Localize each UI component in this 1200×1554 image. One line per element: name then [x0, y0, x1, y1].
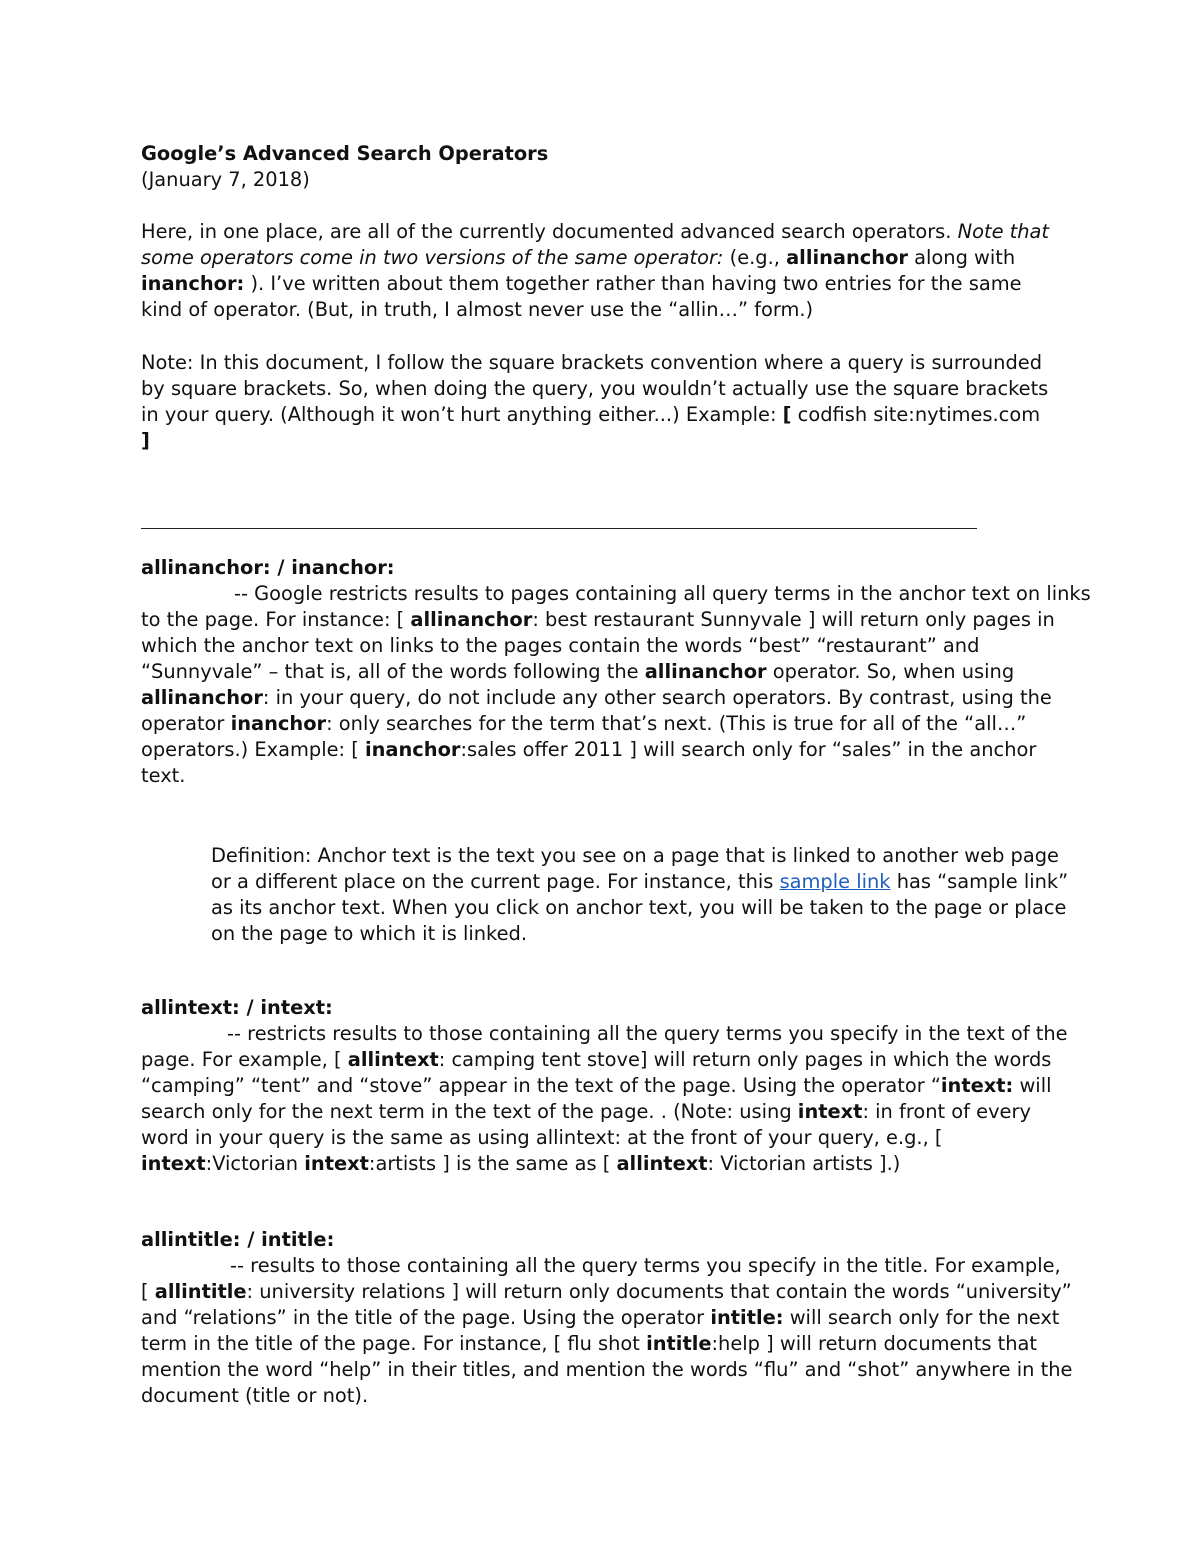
operator-term: intext: [797, 1100, 863, 1123]
bracket: [: [782, 403, 792, 426]
section-text: page. For example, [: [141, 1048, 348, 1071]
intro-paragraph: [141, 219, 1056, 323]
operator-term: allinanchor: [786, 246, 908, 269]
section-text: : Victorian artists ].): [707, 1152, 901, 1175]
definition-paragraph: [211, 843, 1069, 947]
operator-term: intext: [141, 1152, 206, 1175]
section-text: :sales offer 2011 ] will search only for “sales” in the anchor: [460, 738, 1037, 761]
section-text: :Victorian: [205, 1152, 305, 1175]
section-text: :artists ] is the same as [: [368, 1152, 617, 1175]
definition-text: on the page to which it is linked.: [211, 922, 527, 945]
operator-term: allinanchor: [644, 660, 767, 683]
section-text: document (title or not).: [141, 1384, 369, 1407]
section-text: :help ] will return documents that: [711, 1332, 1037, 1355]
intro-text: ). I’ve written about them together rather than having two entries for the same: [244, 272, 1022, 295]
operator-term: allintext: [616, 1152, 708, 1175]
section-text: term in the title of the page. For instance, [ flu shot: [141, 1332, 647, 1355]
page-title: Google’s Advanced Search Operators: [141, 142, 549, 165]
section-intext: [141, 995, 1068, 1177]
section-text: mention the word “help” in their titles, and mention the words “flu” and “shot” anywhere in the: [141, 1358, 1073, 1381]
section-text: will: [1013, 1074, 1052, 1097]
intro-text: along with: [908, 246, 1016, 269]
bracket: ]: [141, 429, 150, 452]
operator-term: allintitle: [154, 1280, 247, 1303]
note-paragraph: [141, 350, 1056, 454]
section-text: -- restricts results to those containing all the query terms you specify in the text of the: [227, 1022, 1068, 1045]
intro-text: Here, in one place, are all of the currently documented advanced search operators.: [141, 220, 958, 243]
document-header: [141, 141, 1056, 193]
section-text: “camping” “tent” and “stove” appear in the text of the page. Using the operator “: [141, 1074, 941, 1097]
definition-text: Definition: Anchor text is the text you see on a page that is linked to another web page: [211, 844, 1059, 867]
intro-italic: some operators come in two versions of the same operator:: [141, 246, 724, 269]
operator-term: intext: [304, 1152, 369, 1175]
note-text: Note: In this document, I follow the square brackets convention where a query is surrounded: [141, 351, 1043, 374]
section-heading: allintext: / intext:: [141, 996, 333, 1019]
section-text: -- results to those containing all the query terms you specify in the title. For example,: [230, 1254, 1061, 1277]
section-text: word in your query is the same as using allintext: at the front of your query, e.g., [: [141, 1126, 943, 1149]
section-intitle: [141, 1227, 1073, 1409]
operator-term: inanchor:: [141, 272, 245, 295]
definition-text: as its anchor text. When you click on anchor text, you will be taken to the page or place: [211, 896, 1067, 919]
section-text: : only searches for the term that’s next. (This is true for all of the “all…”: [326, 712, 1027, 735]
section-text: to the page. For instance: [: [141, 608, 411, 631]
section-text: : best restaurant Sunnyvale ] will return only pages in: [532, 608, 1055, 631]
operator-term: intitle:: [710, 1306, 784, 1329]
definition-text: has “sample link”: [890, 870, 1069, 893]
section-text: -- Google restricts results to pages containing all query terms in the anchor text on links: [234, 582, 1091, 605]
section-text: operators.) Example: [: [141, 738, 365, 761]
note-text: by square brackets. So, when doing the query, you wouldn’t actually use the square brackets: [141, 377, 1049, 400]
sample-link[interactable]: sample link: [779, 870, 891, 893]
note-example: codfish site:nytimes.com: [791, 403, 1041, 426]
intro-text: kind of operator. (But, in truth, I almost never use the “allin…” form.): [141, 298, 814, 321]
operator-term: allinanchor: [410, 608, 533, 631]
section-text: text.: [141, 764, 186, 787]
intro-italic: Note that: [957, 220, 1050, 243]
section-text: : camping tent stove] will return only pages in which the words: [438, 1048, 1052, 1071]
operator-term: inanchor: [364, 738, 461, 761]
section-text: operator: [141, 712, 231, 735]
section-text: [: [141, 1280, 155, 1303]
section-heading: allinanchor: / inanchor:: [141, 556, 395, 579]
document-date: (January 7, 2018): [141, 168, 310, 191]
definition-text: or a different place on the current page. For instance, this: [211, 870, 780, 893]
operator-term: allintext: [347, 1048, 439, 1071]
operator-term: intitle: [646, 1332, 712, 1355]
section-heading: allintitle: / intitle:: [141, 1228, 335, 1251]
section-text: “Sunnyvale” – that is, all of the words following the: [141, 660, 645, 683]
section-text: : in your query, do not include any other search operators. By contrast, using the: [262, 686, 1052, 709]
section-text: : university relations ] will return only documents that contain the words “university”: [246, 1280, 1072, 1303]
section-text: search only for the next term in the text of the page. . (Note: using: [141, 1100, 798, 1123]
section-divider: [141, 528, 977, 529]
section-text: : in front of every: [862, 1100, 1031, 1123]
intro-text: (e.g.,: [723, 246, 787, 269]
section-text: operator. So, when using: [766, 660, 1015, 683]
section-text: will search only for the next: [783, 1306, 1060, 1329]
note-text: in your query. (Although it won’t hurt anything either...) Example:: [141, 403, 783, 426]
section-inanchor: [141, 555, 1091, 789]
section-text: and “relations” in the title of the page. Using the operator: [141, 1306, 711, 1329]
operator-term: allinanchor: [141, 686, 263, 709]
operator-term: inanchor: [230, 712, 327, 735]
operator-term: intext:: [940, 1074, 1014, 1097]
section-text: which the anchor text on links to the pages contain the words “best” “restaurant” and: [141, 634, 980, 657]
